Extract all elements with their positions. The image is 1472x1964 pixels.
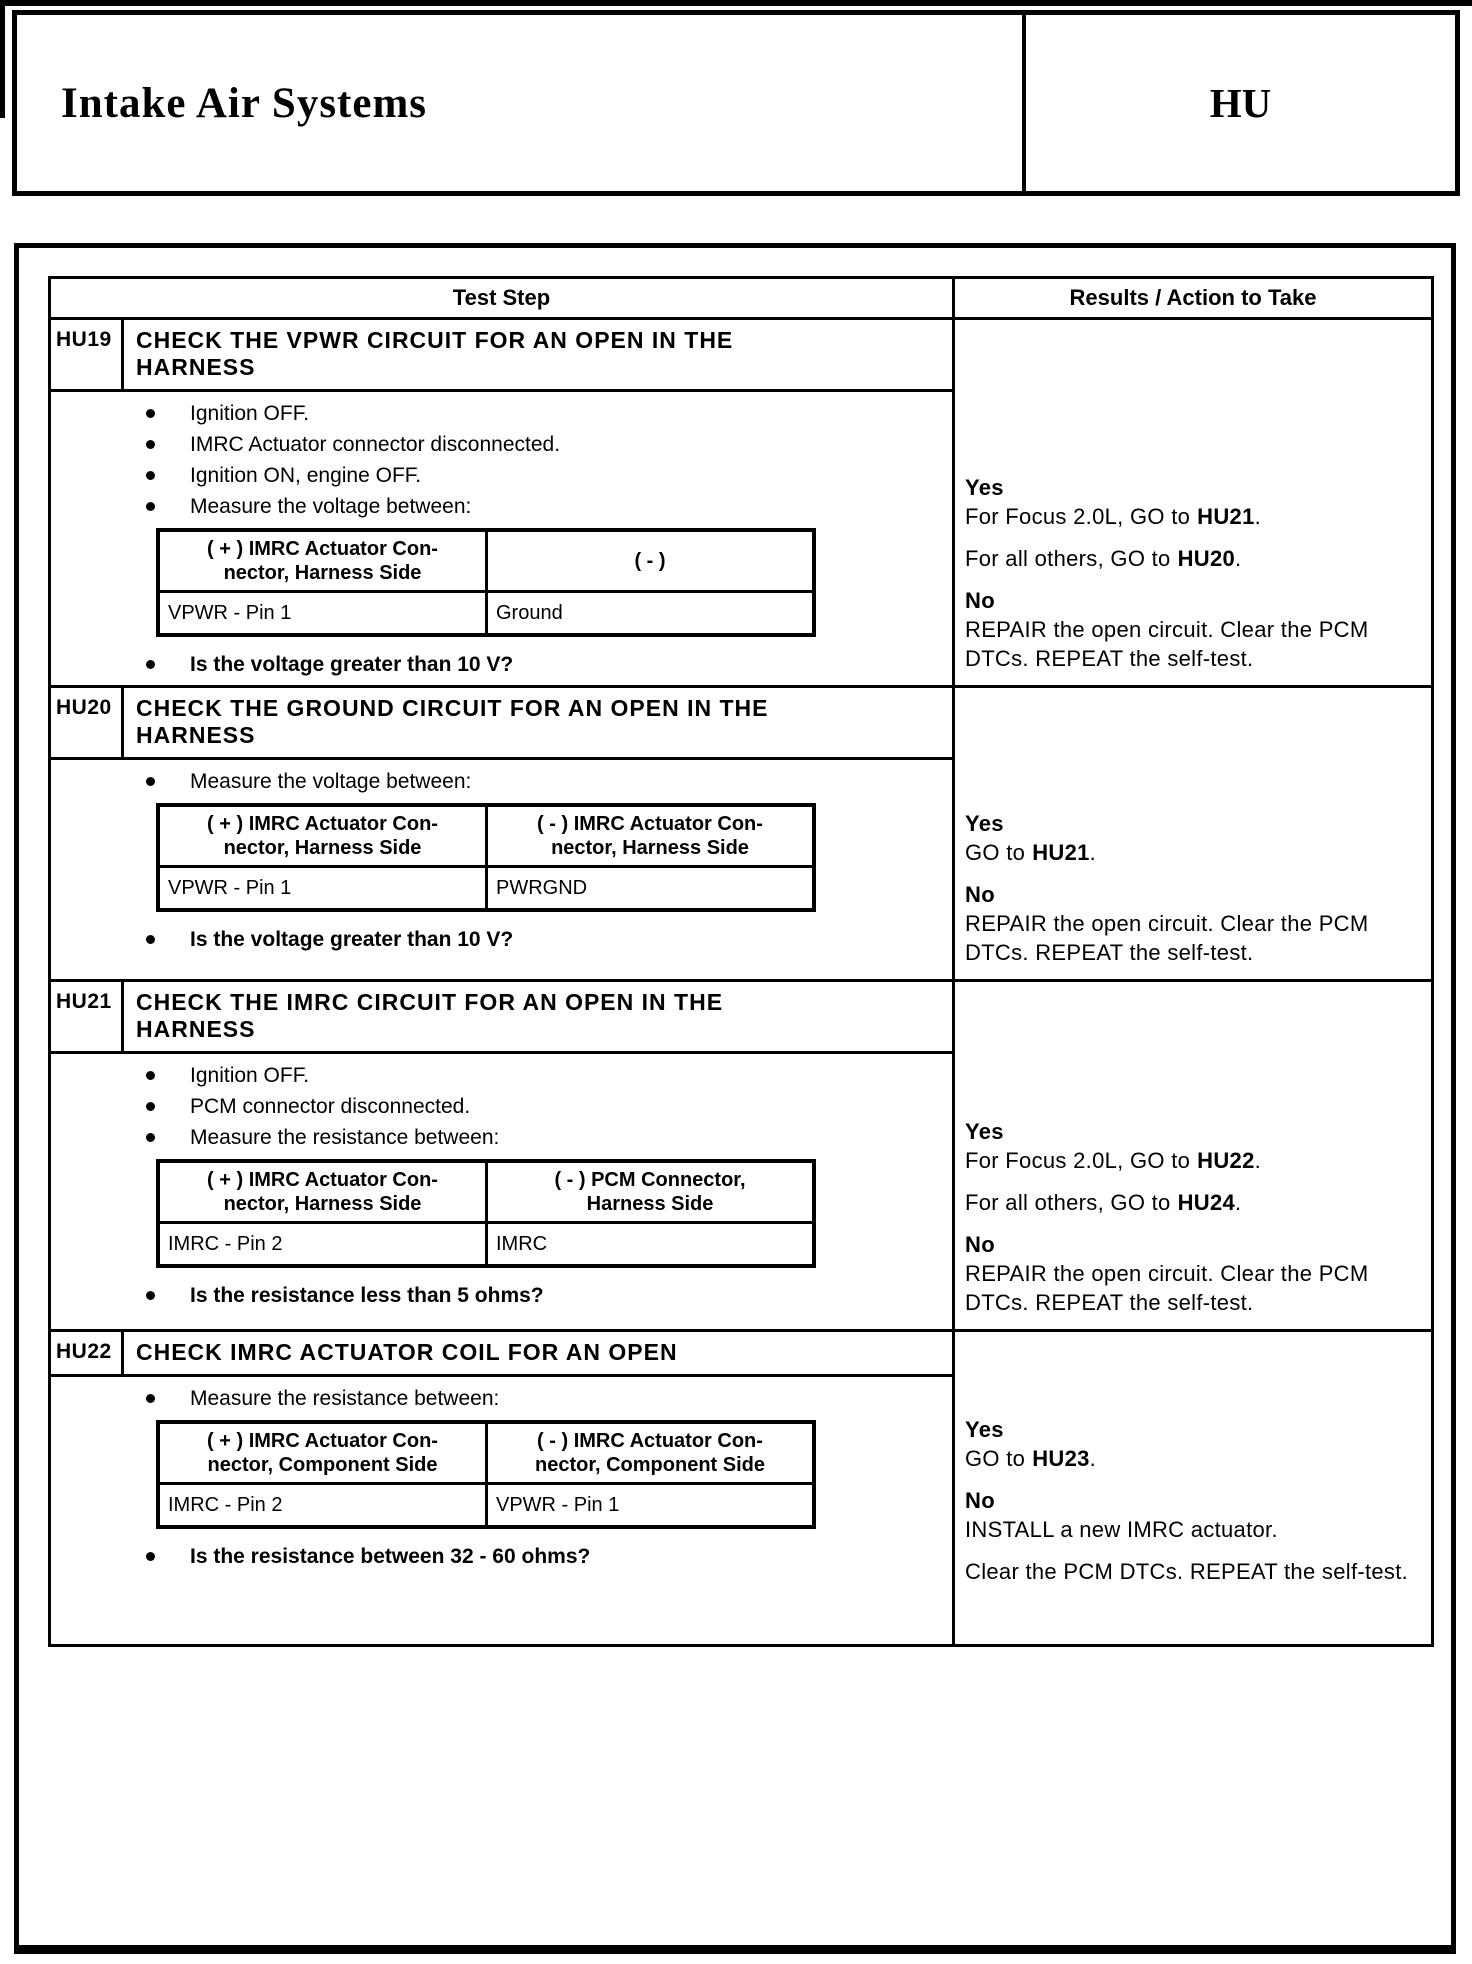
content-frame bbox=[14, 243, 1456, 1954]
result-yes-label: Yes bbox=[965, 1119, 1004, 1144]
result-line: For Focus 2.0L, GO to HU22. bbox=[965, 1148, 1262, 1173]
meter-positive-value: IMRC - Pin 2 bbox=[160, 1485, 488, 1525]
meter-negative-value: Ground bbox=[496, 601, 563, 624]
pinpoint-test-table bbox=[48, 276, 1434, 1647]
meter-positive-value: VPWR - Pin 1 bbox=[160, 593, 488, 633]
bullet-icon bbox=[146, 777, 155, 786]
page-header bbox=[12, 10, 1460, 196]
test-step-cell bbox=[51, 982, 955, 1329]
step-body bbox=[51, 1377, 952, 1644]
step-bullet bbox=[146, 465, 952, 487]
goto-reference: HU21 bbox=[1032, 840, 1090, 865]
test-step-cell bbox=[51, 1332, 955, 1644]
results-cell bbox=[955, 1332, 1431, 1644]
result-yes-label: Yes bbox=[965, 475, 1004, 500]
bullet-text: Ignition ON, engine OFF. bbox=[190, 464, 422, 487]
step-bullet bbox=[146, 496, 952, 518]
test-step-row-hu21 bbox=[51, 982, 1431, 1332]
goto-reference: HU22 bbox=[1197, 1148, 1255, 1173]
bullet-icon bbox=[146, 440, 155, 449]
meter-value-row bbox=[160, 1224, 812, 1264]
result-line: REPAIR the open circuit. Clear the PCM DTCs. REPEAT the self-test. bbox=[965, 911, 1369, 965]
bullet-icon bbox=[146, 502, 155, 511]
test-step-row-hu19 bbox=[51, 320, 1431, 688]
meter-table bbox=[156, 528, 816, 637]
step-body bbox=[51, 1054, 952, 1329]
meter-positive-header: ( + ) IMRC Actuator Con- nector, Component Side bbox=[160, 1424, 488, 1482]
bullet-icon bbox=[146, 1071, 155, 1080]
step-bullet bbox=[146, 1065, 952, 1087]
result-no-label: No bbox=[965, 882, 995, 907]
test-step-cell bbox=[51, 320, 955, 685]
meter-value-row bbox=[160, 1485, 812, 1525]
step-question bbox=[146, 928, 952, 952]
result-no-label: No bbox=[965, 1232, 995, 1257]
step-question bbox=[146, 1545, 952, 1569]
step-question bbox=[146, 653, 952, 677]
bullet-text: Ignition OFF. bbox=[190, 402, 310, 425]
results-cell bbox=[955, 688, 1431, 979]
bullet-text: Measure the voltage between: bbox=[190, 770, 472, 793]
question-text: Is the voltage greater than 10 V? bbox=[190, 653, 514, 676]
step-title: CHECK THE GROUND CIRCUIT FOR AN OPEN IN THE HARNESS bbox=[136, 695, 769, 748]
bullet-icon bbox=[146, 935, 155, 944]
step-body bbox=[51, 392, 952, 685]
step-title: CHECK THE IMRC CIRCUIT FOR AN OPEN IN THE HARNESS bbox=[136, 989, 724, 1042]
meter-negative-header: ( - ) IMRC Actuator Con- nector, Harness Side bbox=[537, 813, 763, 859]
result-line: GO to HU23. bbox=[965, 1446, 1097, 1471]
bullet-icon bbox=[146, 409, 155, 418]
step-bullet bbox=[146, 1388, 952, 1410]
result-line: INSTALL a new IMRC actuator. bbox=[965, 1517, 1278, 1542]
result-line: For all others, GO to HU20. bbox=[965, 546, 1242, 571]
step-bullet bbox=[146, 434, 952, 456]
bullet-text: IMRC Actuator connector disconnected. bbox=[190, 433, 561, 456]
bullet-icon bbox=[146, 1291, 155, 1300]
meter-negative-header: ( - ) PCM Connector, Harness Side bbox=[554, 1169, 746, 1215]
bullet-icon bbox=[146, 1102, 155, 1111]
meter-table bbox=[156, 1420, 816, 1529]
test-step-row-hu20 bbox=[51, 688, 1431, 982]
meter-table bbox=[156, 1159, 816, 1268]
result-yes-label: Yes bbox=[965, 811, 1004, 836]
meter-header-row bbox=[160, 532, 812, 593]
bullet-text: Ignition OFF. bbox=[190, 1064, 310, 1087]
bullet-icon bbox=[146, 660, 155, 669]
meter-negative-value: IMRC bbox=[496, 1232, 548, 1255]
step-bullet bbox=[146, 1096, 952, 1118]
result-line: GO to HU21. bbox=[965, 840, 1097, 865]
step-id: HU19 bbox=[51, 320, 124, 389]
scan-edge-line bbox=[0, 0, 1472, 6]
result-line: For all others, GO to HU24. bbox=[965, 1190, 1242, 1215]
bullet-text: Measure the voltage between: bbox=[190, 495, 472, 518]
step-title-row bbox=[51, 688, 952, 760]
step-id: HU20 bbox=[51, 688, 124, 757]
meter-positive-header: ( + ) IMRC Actuator Con- nector, Harness Side bbox=[160, 807, 488, 865]
result-line: REPAIR the open circuit. Clear the PCM DTCs. REPEAT the self-test. bbox=[965, 617, 1369, 671]
step-title-row bbox=[51, 1332, 952, 1377]
meter-positive-header: ( + ) IMRC Actuator Con- nector, Harness Side bbox=[160, 1163, 488, 1221]
meter-positive-header: ( + ) IMRC Actuator Con- nector, Harness Side bbox=[160, 532, 488, 590]
meter-header-row bbox=[160, 1163, 812, 1224]
bullet-icon bbox=[146, 471, 155, 480]
bullet-text: Measure the resistance between: bbox=[190, 1126, 500, 1149]
results-cell bbox=[955, 982, 1431, 1329]
meter-table bbox=[156, 803, 816, 912]
question-text: Is the voltage greater than 10 V? bbox=[190, 928, 514, 951]
column-header-test-step: Test Step bbox=[51, 279, 955, 317]
bullet-icon bbox=[146, 1133, 155, 1142]
meter-positive-value: IMRC - Pin 2 bbox=[160, 1224, 488, 1264]
meter-negative-value: VPWR - Pin 1 bbox=[496, 1493, 620, 1516]
step-title-row bbox=[51, 982, 952, 1054]
step-title: CHECK IMRC ACTUATOR COIL FOR AN OPEN bbox=[136, 1339, 678, 1365]
step-bullet bbox=[146, 771, 952, 793]
meter-negative-header: ( - ) IMRC Actuator Con- nector, Component Side bbox=[534, 1430, 766, 1476]
question-text: Is the resistance less than 5 ohms? bbox=[190, 1284, 544, 1307]
result-line: For Focus 2.0L, GO to HU21. bbox=[965, 504, 1262, 529]
test-step-cell bbox=[51, 688, 955, 979]
question-text: Is the resistance between 32 - 60 ohms? bbox=[190, 1545, 591, 1568]
test-step-row-hu22 bbox=[51, 1332, 1431, 1644]
step-question bbox=[146, 1284, 952, 1308]
goto-reference: HU20 bbox=[1177, 546, 1236, 571]
results-cell bbox=[955, 320, 1431, 685]
meter-negative-value: PWRGND bbox=[496, 876, 588, 899]
goto-reference: HU24 bbox=[1177, 1190, 1236, 1215]
step-body bbox=[51, 760, 952, 979]
step-id: HU21 bbox=[51, 982, 124, 1051]
result-yes-label: Yes bbox=[965, 1417, 1004, 1442]
step-id: HU22 bbox=[51, 1332, 124, 1374]
meter-negative-header: ( - ) bbox=[634, 550, 666, 572]
result-no-label: No bbox=[965, 1488, 995, 1513]
step-title: CHECK THE VPWR CIRCUIT FOR AN OPEN IN THE HARNESS bbox=[136, 327, 734, 380]
goto-reference: HU23 bbox=[1032, 1446, 1090, 1471]
result-line: REPAIR the open circuit. Clear the PCM DTCs. REPEAT the self-test. bbox=[965, 1261, 1369, 1315]
bullet-icon bbox=[146, 1394, 155, 1403]
meter-positive-value: VPWR - Pin 1 bbox=[160, 868, 488, 908]
page-title: Intake Air Systems bbox=[17, 15, 1026, 191]
bullet-text: Measure the resistance between: bbox=[190, 1387, 500, 1410]
meter-header-row bbox=[160, 1424, 812, 1485]
bullet-icon bbox=[146, 1552, 155, 1561]
bullet-text: PCM connector disconnected. bbox=[190, 1095, 471, 1118]
meter-value-row bbox=[160, 868, 812, 908]
result-line: Clear the PCM DTCs. REPEAT the self-test. bbox=[965, 1559, 1409, 1584]
meter-header-row bbox=[160, 807, 812, 868]
table-header-row bbox=[51, 279, 1431, 320]
scan-edge-mark bbox=[0, 6, 5, 118]
result-no-label: No bbox=[965, 588, 995, 613]
column-header-results: Results / Action to Take bbox=[1069, 285, 1317, 310]
step-title-row bbox=[51, 320, 952, 392]
goto-reference: HU21 bbox=[1197, 504, 1255, 529]
step-bullet bbox=[146, 1127, 952, 1149]
step-bullet bbox=[146, 403, 952, 425]
meter-value-row bbox=[160, 593, 812, 633]
section-code: HU bbox=[1209, 80, 1272, 126]
